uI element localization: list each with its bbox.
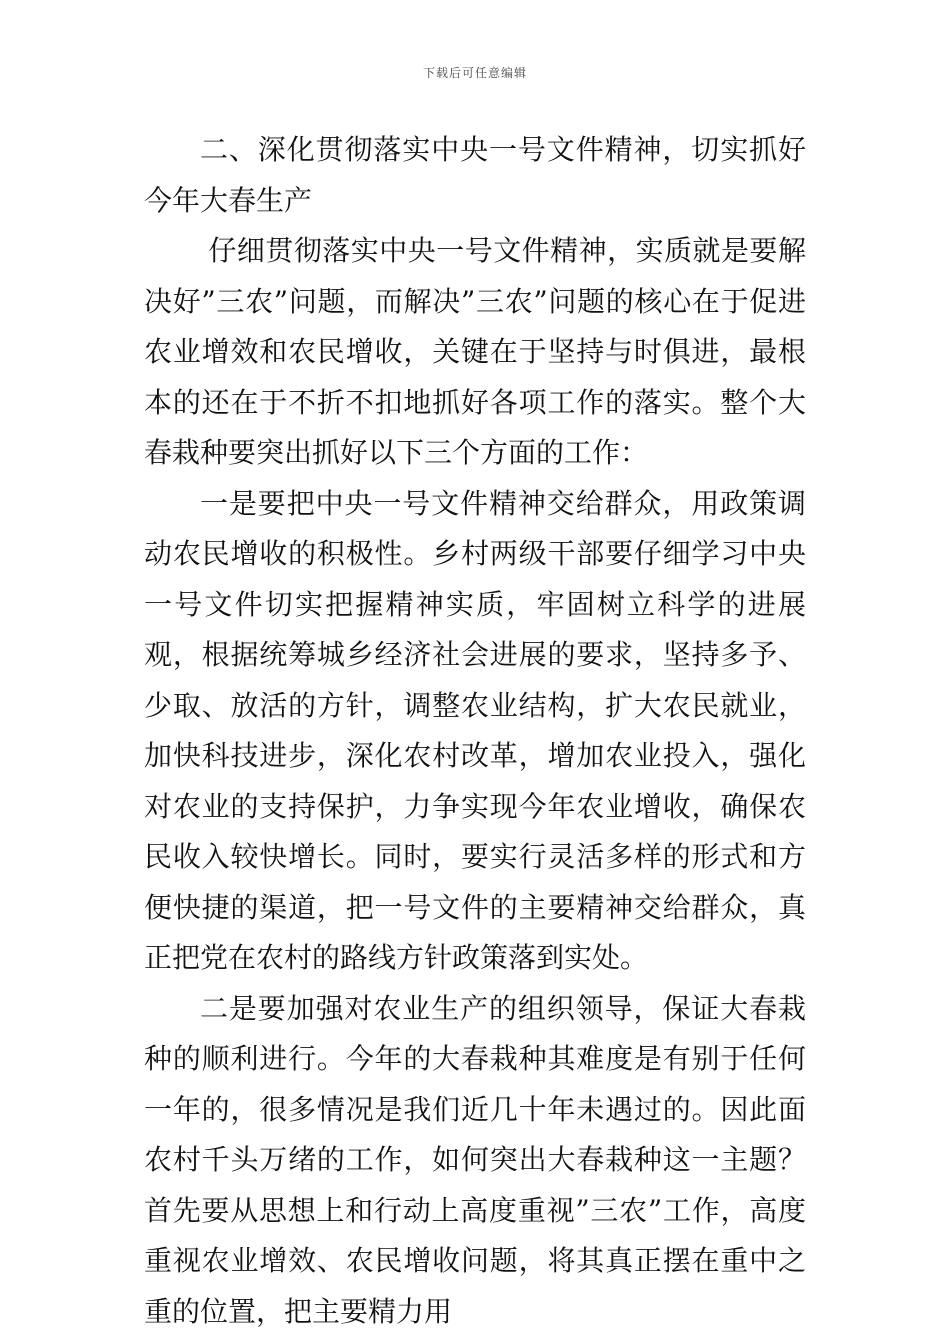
section-heading: 二、深化贯彻落实中央一号文件精神，切实抓好今年大春生产: [144, 133, 806, 217]
paragraph-intro: 仔细贯彻落实中央一号文件精神，实质就是要解决好”三农”问题，而解决”三农”问题的核心在于促进农业增效和农民增收，关键在于坚持与时俱进，最根本的还在于不折不扣地抓好各项工作的落实。整个大春栽种要突出抓好以下三个方面的工作：: [144, 234, 806, 469]
paragraph-point-two: 二是要加强对农业生产的组织领导，保证大春栽种的顺利进行。今年的大春栽种其难度是有别于任何一年的，很多情况是我们近几十年未遇过的。因此面农村千头万绪的工作，如何突出大春栽种这一主题？首先要从思想上和行动上高度重视”三农”工作，高度重视农业增效、农民增收问题，将其真正摆在重中之重的位置，把主要精力用: [144, 991, 806, 1328]
paragraph-point-one: 一是要把中央一号文件精神交给群众，用政策调动农民增收的积极性。乡村两级干部要仔细学习中央一号文件切实把握精神实质，牢固树立科学的进展观，根据统筹城乡经济社会进展的要求，坚持多予、少取、放活的方针，调整农业结构，扩大农民就业，加快科技进步，深化农村改革，增加农业投入，强化对农业的支持保护，力争实现今年农业增收，确保农民收入较快增长。同时，要实行灵活多样的形式和方便快捷的渠道，把一号文件的主要精神交给群众，真正把党在农村的路线方针政策落到实处。: [144, 486, 806, 974]
document-body: [144, 125, 806, 1337]
page-header: 下载后可任意编辑: [422, 66, 527, 80]
